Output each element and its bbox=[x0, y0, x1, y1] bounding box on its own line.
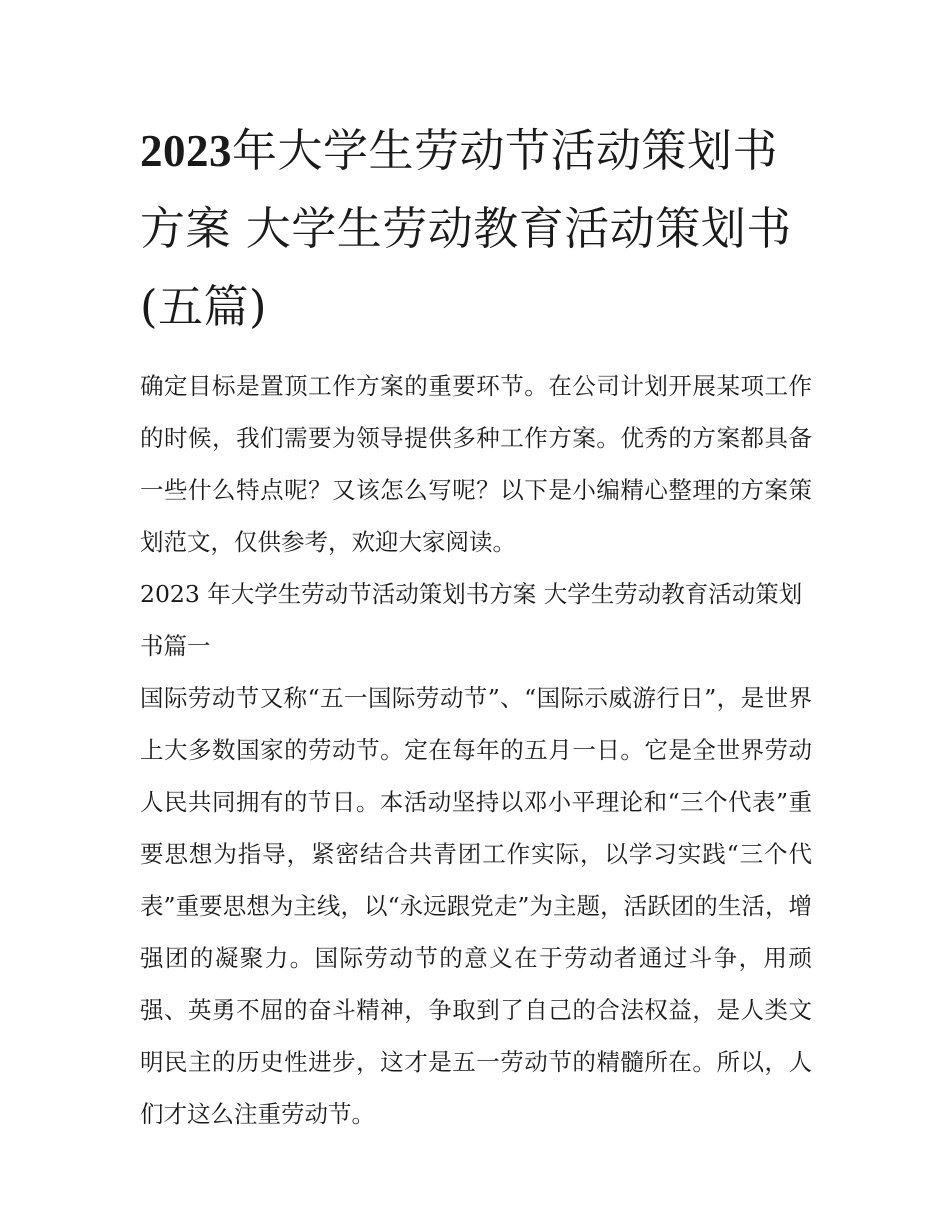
document-page bbox=[140, 112, 812, 1140]
intro-paragraph: 确定目标是置顶工作方案的重要环节。在公司计划开展某项工作的时候，我们需要为领导提供多种工作方案。优秀的方案都具备一些什么特点呢？又该怎么写呢？以下是小编精心整理的方案策划范文，仅供参考，欢迎大家阅读。 bbox=[140, 372, 812, 556]
document-title-text: 年大学生劳动节活动策划书方案 大学生劳动教育活动策划书(五篇) bbox=[140, 124, 792, 333]
section-body-paragraph: 国际劳动节又称“五一国际劳动节”、“国际示威游行日”，是世界上大多数国家的劳动节。定在每年的五月一日。它是全世界劳动人民共同拥有的节日。本活动坚持以邓小平理论和“三个代表”重要思想为指导，紧密结合共青团工作实际，以学习实践“三个代表”重要思想为主线，以“永远跟党走”为主题，活跃团的生活，增强团的凝聚力。国际劳动节的意义在于劳动者通过斗争，用顽强、英勇不屈的奋斗精神，争取到了自己的合法权益，是人类文明民主的历史性进步，这才是五一劳动节的精髓所在。所以，人们才这么注重劳动节。 bbox=[140, 684, 812, 1128]
document-title-year: 2023 bbox=[140, 126, 232, 176]
section-heading: 2023 年大学生劳动节活动策划书方案 大学生劳动教育活动策划书篇一 bbox=[140, 580, 803, 660]
document-title bbox=[140, 112, 812, 346]
